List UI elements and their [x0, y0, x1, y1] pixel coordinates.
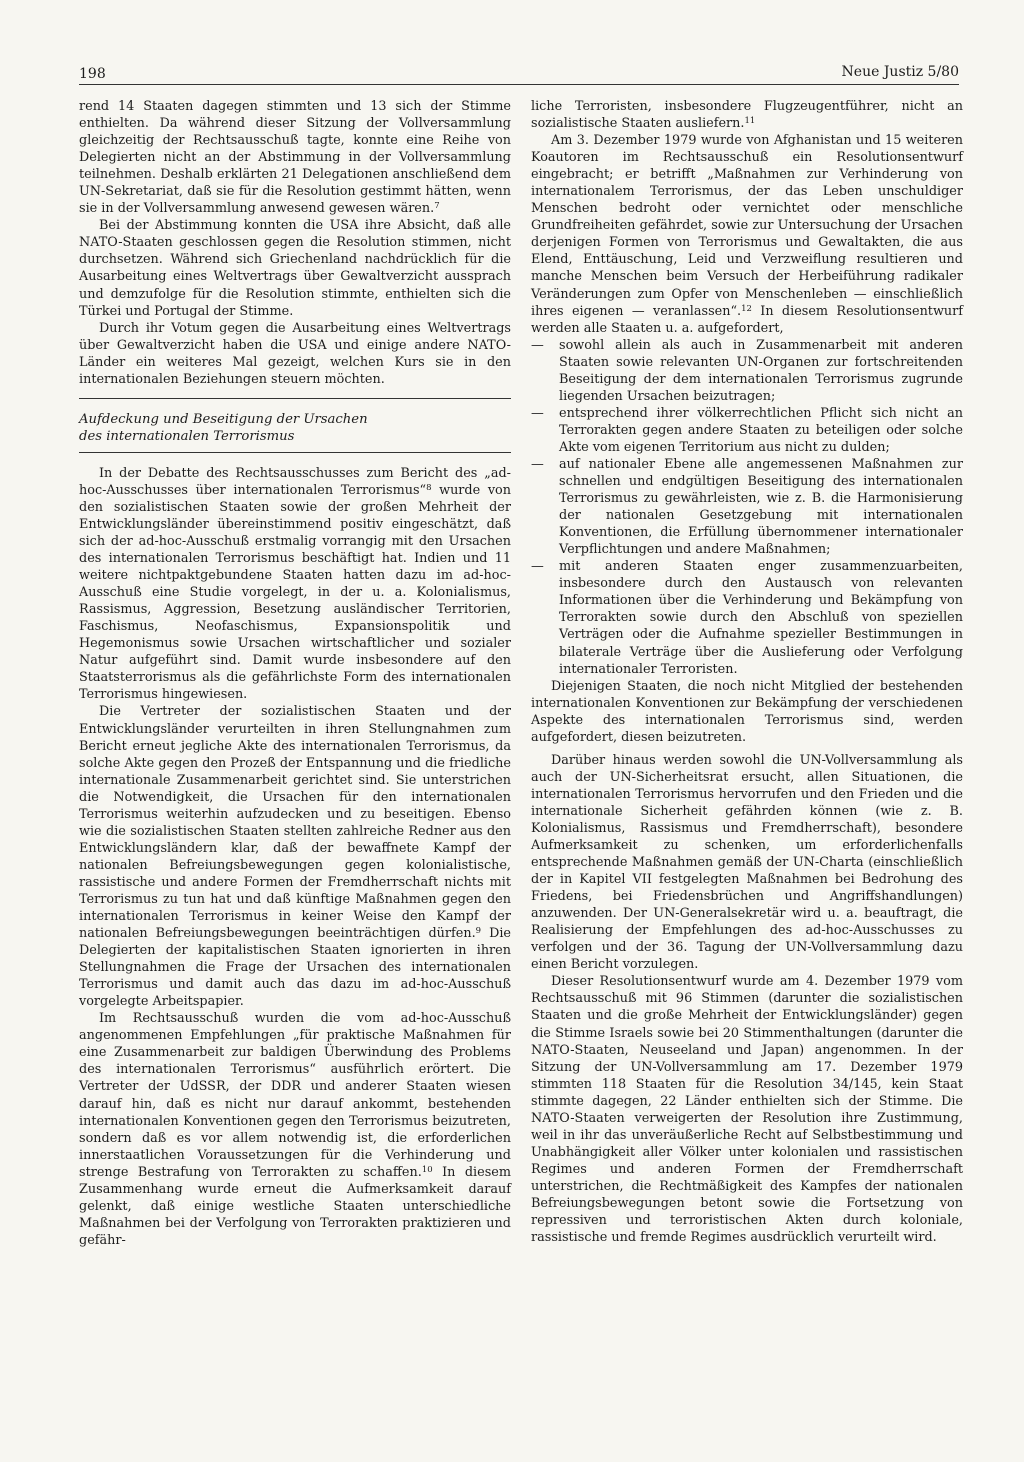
page-number: 198: [79, 66, 106, 82]
footnote-ref: 10: [421, 1164, 433, 1175]
list-item: — sowohl allein als auch in Zusammenarbeit mit anderen Staaten sowie relevanten UN-Organen zur fortschreitenden Beseitigung der dem internationalen Terrorismus zugrunde liegenden Ursachen beizutragen;: [531, 337, 963, 404]
footnote-ref: 11: [744, 116, 756, 127]
page-header: [79, 62, 959, 84]
footnote-ref: 8: [426, 482, 432, 493]
paragraph: Die Vertreter der sozialistischen Staaten und der Entwicklungsländer verurteilten in ihren Stellungnahmen zum Bericht erneut jegliche Akte des internationalen Terrorismus, da solche Akte gegen den Prozeß der Entspannung und die friedliche internationale Zusammenarbeit gerichtet sind. Sie unterstrichen die Notwendigkeit, die Ursachen für den internationalen Terrorismus weiterhin aufzudecken und zu beseitigen. Ebenso wie die sozialistischen Staaten stellten zahlreiche Redner aus den Entwicklungsländern klar, daß der bewaffnete Kampf der nationalen Befreiungsbewegungen gegen kolonialistische, rassistische und andere Formen der Fremdherrschaft nichts mit Terrorismus zu tun hat und daß künftige Maßnahmen gegen den internationalen Terrorismus in keiner Weise den Kampf der nationalen Befreiungsbewegungen beeinträchtigen dürfen.$^9$ Die Delegierten der kapitalistischen Staaten ignorierten in ihren Stellungnahmen die Frage der Ursachen des internationalen Terrorismus und damit auch das dazu im ad-hoc-Ausschuß vorgelegte Arbeitspapier.: [79, 704, 511, 1010]
paragraph: In der Debatte des Rechtsausschusses zum Bericht des „ad-hoc-Ausschusses über internationalen Terrorismus“$^8$ wurde von den sozialistischen Staaten sowie der großen Mehrheit der Entwicklungsländer übereinstimmend positiv eingeschätzt, daß sich der ad-hoc-Ausschuß erstmalig vorrangig mit den Ursachen des internationalen Terrorismus beschäftigt hat. Indien und 11 weitere nichtpaktgebundene Staaten hatten dazu im ad-hoc-Ausschuß eine Studie vorgelegt, in der u. a. Kolonialismus, Rassismus, Aggression, Besetzung ausländischer Territorien, Faschismus, Neofaschismus, Expansionspolitik und Hegemonismus sowie Ursachen wirtschaftlicher und sozialer Natur aufgeführt sind. Damit wurde insbesondere auf den Staatsterrorismus als die gefährlichste Form des internationalen Terrorismus hingewiesen.: [79, 465, 511, 703]
paragraph: liche Terroristen, insbesondere Flugzeugentführer, nicht an sozialistische Staaten ausliefern.$^{11}$: [531, 99, 963, 132]
heading-rule: [79, 451, 511, 453]
list-item: — entsprechend ihrer völkerrechtlichen Pflicht sich nicht an Terrorakten gegen andere Staaten zu beteiligen oder solche Akte vom eigenen Territorium aus nicht zu dulden;: [531, 405, 963, 455]
footnote-ref: 12: [741, 303, 752, 314]
left-column: [79, 98, 511, 1249]
dash-marker: —: [531, 405, 544, 421]
dash-marker: —: [531, 337, 544, 353]
list-item: — auf nationaler Ebene alle angemessenen Maßnahmen zur schnellen und endgültigen Beseitigung des internationalen Terrorismus zu gewährleisten, wie z. B. die Harmonisierung der nationalen Gesetzgebung mit internationalen Konventionen, die Erfüllung übernommener internationaler Verpflichtungen und andere Maßnahmen;: [531, 456, 963, 558]
journal-issue: Neue Justiz 5/80: [841, 64, 959, 80]
paragraph: Darüber hinaus werden sowohl die UN-Vollversammlung als auch der UN-Sicherheitsrat ersucht, allen Situationen, die internationalen Terrorismus hervorrufen und den Frieden und die internationale Sicherheit gefährden können (wie z. B. Kolonialismus, Rassismus und Fremdherrschaft), besondere Aufmerksamkeit zu schenken, um erforderlichenfalls entsprechende Maßnahmen gemäß der UN-Charta (einschließlich der in Kapitel VII festgelegten Maßnahmen bei Bedrohung des Friedens, bei Friedensbrüchen und Angriffshandlungen) anzuwenden. Der UN-Generalsekretär wird u. a. beauftragt, die Realisierung der Empfehlungen des ad-hoc-Ausschusses zu verfolgen und der 36. Tagung der UN-Vollversammlung dazu einen Bericht vorzulegen.: [531, 752, 963, 973]
list-item: — mit anderen Staaten enger zusammenzuarbeiten, insbesondere durch den Austausch von relevanten Informationen über die Verhinderung und Bekämpfung von Terrorakten sowie durch den Abschluß von speziellen Verträgen oder die Aufnahme spezieller Bestimmungen in bilaterale Verträge über die Auslieferung oder Verfolgung internationaler Terroristen.: [531, 559, 963, 677]
dash-marker: —: [531, 559, 544, 575]
paragraph: Bei der Abstimmung konnten die USA ihre Absicht, daß alle NATO-Staaten geschlossen gegen die Resolution stimmen, nicht durchsetzen. Während sich Griechenland nachdrücklich für die Ausarbeitung eines Weltvertrags über Gewaltverzicht aussprach und demzufolge für die Resolution stimmte, enthielten sich die Türkei und Portugal der Stimme.: [79, 218, 511, 319]
paragraph: Dieser Resolutionsentwurf wurde am 4. Dezember 1979 vom Rechtsausschuß mit 96 Stimmen (darunter die sozialistischen Staaten und die große Mehrheit der Entwicklungsländer) gegen die Stimme Israels sowie bei 20 Stimmenthaltungen (darunter die NATO-Staaten, Neuseeland und Japan) angenommen. In der Sitzung der UN-Vollversammlung am 17. Dezember 1979 stimmten 118 Staaten für die Resolution 34/145, kein Staat stimmte dagegen, 22 Länder enthielten sich der Stimme. Die NATO-Staaten verweigerten der Resolution ihre Zustimmung, weil in ihr das unveräußerliche Recht auf Selbstbestimmung und Unabhängigkeit aller Völker unter kolonialen und rassistischen Regimes und anderen Formen der Fremdherrschaft unterstrichen, die Rechtmäßigkeit des Kampfes der nationalen Befreiungsbewegungen betont sowie die Fortsetzung von repressiven und terroristischen Akten durch koloniale, rassistische und fremde Regimes ausdrücklich verurteilt wird.: [531, 974, 963, 1246]
paragraph: rend 14 Staaten dagegen stimmten und 13 sich der Stimme enthielten. Da während dieser Sitzung der Vollversammlung gleichzeitig der Rechtsausschuß tagte, konnte eine Reihe von Delegierten nicht an der Abstimmung in der Vollversammlung teilnehmen. Deshalb erklärten 21 Delegationen anschließend dem UN-Sekretariat, daß sie für die Resolution gestimmt hätten, wenn sie in der Vollversammlung anwesend gewesen wären.$^7$: [79, 99, 511, 217]
dash-list: [531, 337, 963, 678]
section-divider: [79, 398, 511, 399]
footnote-ref: 7: [434, 201, 440, 212]
paragraph: Im Rechtsausschuß wurden die vom ad-hoc-Ausschuß angenommenen Empfehlungen „für praktische Maßnahmen für eine Zusammenarbeit zur baldigen Überwindung des Problems des internationalen Terrorismus“ ausführlich erörtert. Die Vertreter der UdSSR, der DDR und anderer Staaten wiesen darauf hin, daß es nicht nur darauf ankommt, bestehenden internationalen Konventionen gegen den Terrorismus beizutreten, sondern daß es vor allem notwendig ist, die erforderlichen innerstaatlichen Voraussetzungen für die Verhinderung und strenge Bestrafung von Terrorakten zu schaffen.$^{10}$ In diesem Zusammenhang wurde erneut die Aufmerksamkeit darauf gelenkt, daß einige westliche Staaten unterschiedliche Maßnahmen bei der Verfolgung von Terrorakten praktizieren und gefähr-: [79, 1011, 511, 1248]
paragraph: Durch ihr Votum gegen die Ausarbeitung eines Weltvertrags über Gewaltverzicht haben die USA und einige andere NATO-Länder ein weiteres Mal gezeigt, welchen Kurs sie in den internationalen Beziehungen steuern möchten.: [79, 320, 511, 387]
header-rule: [79, 84, 959, 85]
section-heading-line: des internationalen Terrorismus: [79, 428, 295, 444]
right-column: [531, 98, 963, 1246]
footnote-ref: 9: [475, 926, 482, 937]
section-heading-line: Aufdeckung und Beseitigung der Ursachen: [79, 411, 368, 427]
paragraph: Am 3. Dezember 1979 wurde von Afghanistan und 15 weiteren Koautoren im Rechtsausschuß ein Resolutionsentwurf eingebracht; er betrifft „Maßnahmen zur Verhinderung von internationalem Terrorismus, der das Leben unschuldiger Menschen bedroht oder vernichtet oder menschliche Grundfreiheiten gefährdet, sowie zur Untersuchung der Ursachen derjenigen Formen von Terrorismus und Gewaltakten, die aus Elend, Enttäuschung, Leid und Verzweiflung resultieren und manche Menschen beim Versuch der Herbeiführung radikaler Veränderungen zum Opfer von Menschenleben — einschließlich ihres eigenen — veranlassen“.$^{12}$ In diesem Resolutionsentwurf werden alle Staaten u. a. aufgefordert,: [531, 133, 963, 336]
section-heading: [79, 411, 511, 453]
dash-marker: —: [531, 456, 544, 472]
paragraph: Diejenigen Staaten, die noch nicht Mitglied der bestehenden internationalen Konventionen zur Bekämpfung der verschiedenen Aspekte des internationalen Terrorismus sind, werden aufgefordert, diesen beizutreten.: [531, 678, 963, 745]
